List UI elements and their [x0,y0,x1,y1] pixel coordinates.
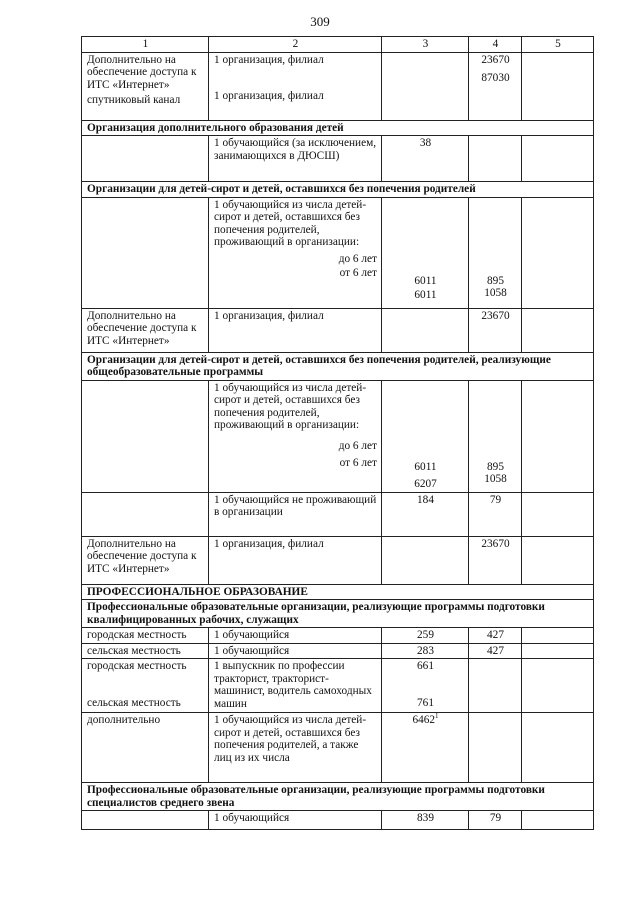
section-heading-row [82,600,594,628]
row-label: городская местность [87,660,187,672]
column-header-2: 2 [209,37,382,53]
value-cell [469,380,522,492]
row-label-cell [82,52,209,120]
value-cell [469,197,522,308]
value-cell [522,136,594,182]
value-cell [522,308,594,352]
value-cell [522,643,594,659]
section-heading: Организации для детей-сирот и детей, оставшихся без попечения родителей [82,182,594,198]
value-cell [522,52,594,120]
column-header-5: 5 [522,37,594,53]
value: 23670 [481,53,510,66]
column-header-3: 3 [382,37,469,53]
value: 6011 [414,274,437,287]
table-row [82,380,594,492]
unit-cell: 1 обучающийся [209,811,382,830]
value: 6011 [414,289,437,301]
value-cell: 79 [469,492,522,536]
value-cell [522,197,594,308]
unit-cell: 1 обучающийся [209,643,382,659]
table-row [82,197,594,308]
value-cell: 427 [469,643,522,659]
unit-cell: 1 выпускник по профессии тракторист, тракторист-машинист, водитель самоходных машин [209,659,382,713]
value-cell [382,380,469,492]
row-label-cell [82,380,209,492]
table-row [82,713,594,783]
unit-cell: 1 обучающийся из числа детей-сирот и детей, оставшихся без попечения родителей, а также лиц из их числа [209,713,382,783]
value-cell: 38 [382,136,469,182]
table-row [82,536,594,584]
footnote-mark: 1 [435,712,439,721]
section-heading-row [82,783,594,811]
unit-cell: 1 организация, филиал [209,536,382,584]
unit-text: 1 организация, филиал [214,53,324,66]
value: 895 [487,460,504,473]
value-cell: 839 [382,811,469,830]
value-cell: 427 [469,628,522,644]
value-cell [522,628,594,644]
unit-cell: 1 обучающийся не проживающий в организации [209,492,382,536]
value-cell [382,713,469,783]
value-cell: 23670 [469,536,522,584]
table-row [82,136,594,182]
value-cell [382,52,469,120]
value: 87030 [481,72,510,84]
value-cell [382,536,469,584]
value: 1058 [484,473,507,485]
value-cell [382,659,469,713]
column-header-row [82,37,594,53]
row-label-cell [82,197,209,308]
chapter-heading: ПРОФЕССИОНАЛЬНОЕ ОБРАЗОВАНИЕ [82,584,594,600]
value-cell [522,713,594,783]
section-heading: Профессиональные образовательные организации, реализующие программы подготовки квалифицированных рабочих, служащих [82,600,594,628]
value-cell: 259 [382,628,469,644]
row-label: городская местность [82,628,209,644]
table-row [82,308,594,352]
row-label-cell [82,811,209,830]
value-cell [469,136,522,182]
table-row [82,628,594,644]
row-label: сельская местность [87,696,181,709]
value-cell [469,659,522,713]
row-label: дополнительно [82,713,209,783]
column-header-4: 4 [469,37,522,53]
budget-norms-table [81,36,594,830]
value-cell [522,380,594,492]
unit-cell: 1 обучающийся (за исключением, занимающихся в ДЮСШ) [209,136,382,182]
value-cell [469,52,522,120]
value: 6207 [414,478,437,490]
value-cell: 79 [469,811,522,830]
section-heading: Профессиональные образовательные организации, реализующие программы подготовки специалистов среднего звена [82,783,594,811]
age-label: от 6 лет [339,457,377,469]
value-cell [522,811,594,830]
unit-cell: 1 обучающийся [209,628,382,644]
unit-cell [209,52,382,120]
unit-cell [209,197,382,308]
table-row [82,52,594,120]
value-cell: 184 [382,492,469,536]
age-label: до 6 лет [338,439,377,452]
value: 761 [417,696,434,709]
age-label: от 6 лет [339,267,377,279]
value: 1058 [484,287,507,299]
section-heading-row [82,352,594,380]
row-label-cell [82,659,209,713]
value-cell: 283 [382,643,469,659]
unit-cell: 1 организация, филиал [209,308,382,352]
row-sublabel: спутниковый канал [87,94,181,106]
value-cell [522,659,594,713]
section-heading-row [82,584,594,600]
unit-cell [209,380,382,492]
table-row [82,811,594,830]
value: 6462 [412,714,436,726]
row-label: Дополнительно на обеспечение доступа к ИТС «Интернет» [87,53,197,91]
value-cell [382,308,469,352]
row-label: Дополнительно на обеспечение доступа к ИТС «Интернет» [82,308,209,352]
table-row [82,659,594,713]
row-label-cell [82,492,209,536]
value-cell [382,197,469,308]
unit-text: 1 обучающийся из числа детей-сирот и детей, оставшихся без попечения родителей, проживающий в организации: [214,198,367,248]
value-cell: 23670 [469,308,522,352]
unit-text: 1 организация, филиал [214,90,324,102]
row-label: Дополнительно на обеспечение доступа к ИТС «Интернет» [82,536,209,584]
section-heading-row [82,120,594,136]
value-cell [469,713,522,783]
section-heading: Организации для детей-сирот и детей, оставшихся без попечения родителей, реализующие общеобразовательные программы [82,352,594,380]
value: 661 [417,660,434,672]
page-number: 309 [310,14,330,29]
unit-text: 1 обучающийся из числа детей-сирот и детей, оставшихся без попечения родителей, проживающий в организации: [214,381,367,431]
column-header-1: 1 [82,37,209,53]
value: 6011 [414,460,437,473]
row-label: сельская местность [82,643,209,659]
value-cell [522,536,594,584]
table-row [82,643,594,659]
section-heading-row [82,182,594,198]
age-label: до 6 лет [338,252,377,265]
value: 895 [487,274,504,287]
row-label-cell [82,136,209,182]
value-cell [522,492,594,536]
section-heading: Организация дополнительного образования детей [82,120,594,136]
table-row [82,492,594,536]
